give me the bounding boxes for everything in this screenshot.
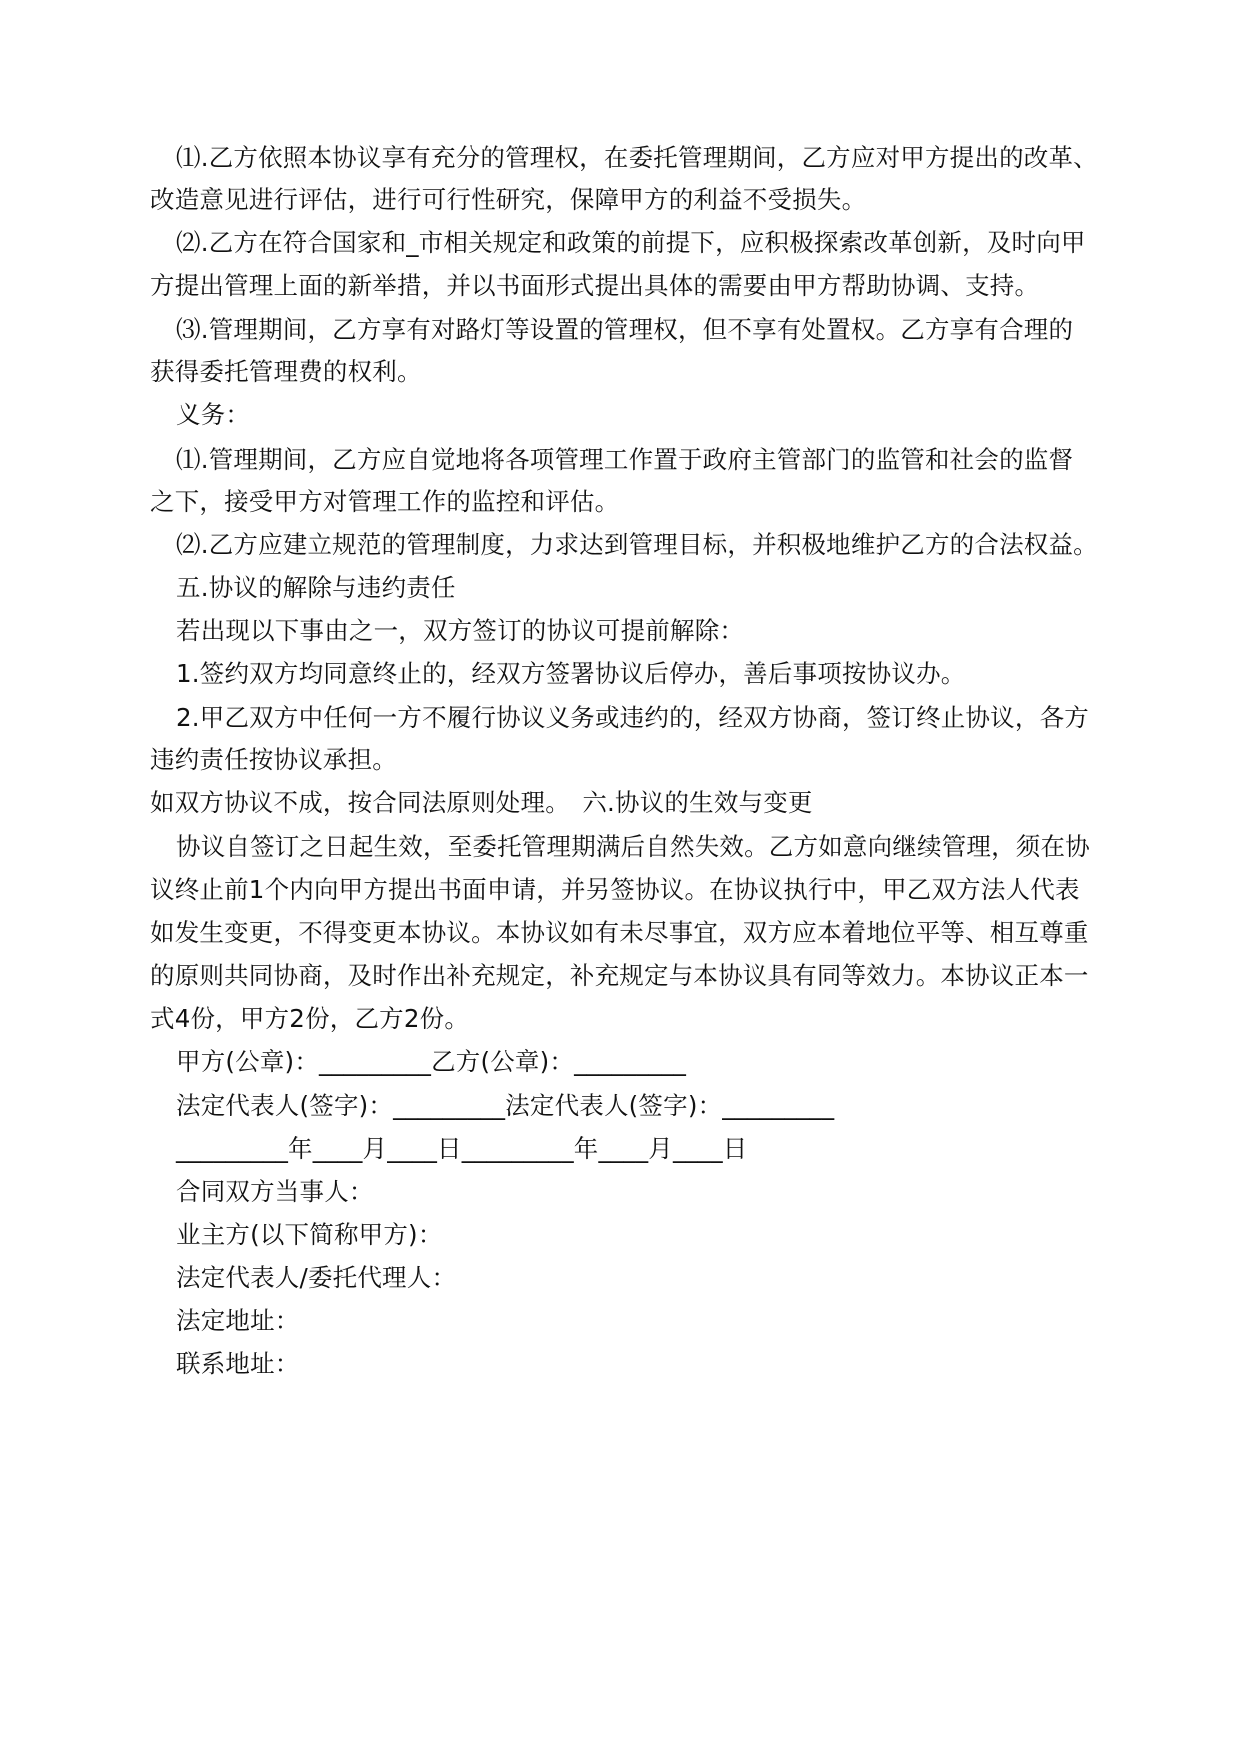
signature-seal-line: 甲方(公章)：_________乙方(公章)：_________ [176, 1047, 687, 1076]
clause-obligations-1-cont: 之下，接受甲方对管理工作的监控和评估。 [150, 487, 620, 516]
signature-date-line: _________年____月____日_________年____月____日 [176, 1134, 748, 1163]
section-obligations-heading: 义务： [176, 400, 251, 429]
effect-paragraph-line-3: 如发生变更，不得变更本协议。本协议如有未尽事宜，双方应本着地位平等、相互尊重 [150, 918, 1089, 947]
clause-rights-1: ⑴.乙方依照本协议享有充分的管理权，在委托管理期间，乙方应对甲方提出的改革、 [176, 143, 1098, 172]
contact-address-label: 联系地址： [176, 1349, 300, 1378]
section-five-heading: 五.协议的解除与违约责任 [176, 573, 456, 602]
termination-item-2-cont: 违约责任按协议承担。 [150, 745, 397, 774]
effect-paragraph-line-4: 的原则共同协商，及时作出补充规定，补充规定与本协议具有同等效力。本协议正本一 [150, 961, 1089, 990]
parties-heading: 合同双方当事人： [176, 1177, 374, 1206]
clause-rights-2-cont: 方提出管理上面的新举措，并以书面形式提出具体的需要由甲方帮助协调、支持。 [150, 271, 1040, 300]
effect-paragraph-line-1: 协议自签订之日起生效，至委托管理期满后自然失效。乙方如意向继续管理，须在协 [176, 832, 1090, 861]
clause-rights-3: ⑶.管理期间，乙方享有对路灯等设置的管理权，但不享有处置权。乙方享有合理的 [176, 315, 1074, 344]
clause-rights-1-cont: 改造意见进行评估，进行可行性研究，保障甲方的利益不受损失。 [150, 185, 867, 214]
party-a-label: 业主方(以下简称甲方)： [176, 1220, 443, 1249]
termination-intro: 若出现以下事由之一，双方签订的协议可提前解除： [176, 616, 745, 645]
legal-address-label: 法定地址： [176, 1306, 300, 1335]
termination-item-1: 1.签约双方均同意终止的，经双方签署协议后停办，善后事项按协议办。 [176, 659, 966, 688]
clause-obligations-1: ⑴.管理期间，乙方应自觉地将各项管理工作置于政府主管部门的监管和社会的监督 [176, 445, 1074, 474]
legal-representative-label: 法定代表人/委托代理人： [176, 1263, 457, 1292]
termination-item-2: 2.甲乙双方中任何一方不履行协议义务或违约的，经双方协商，签订终止协议，各方 [176, 703, 1089, 732]
clause-rights-2: ⑵.乙方在符合国家和_市相关规定和政策的前提下，应积极探索改革创新，及时向甲 [176, 228, 1086, 257]
effect-paragraph-line-5: 式4份，甲方2份，乙方2份。 [150, 1004, 470, 1033]
section-six-heading: 如双方协议不成，按合同法原则处理。 六.协议的生效与变更 [150, 788, 813, 817]
clause-rights-3-cont: 获得委托管理费的权利。 [150, 357, 422, 386]
signature-representative-line: 法定代表人(签字)：_________法定代表人(签字)：_________ [176, 1091, 835, 1120]
clause-obligations-2: ⑵.乙方应建立规范的管理制度，力求达到管理目标，并积极地维护乙方的合法权益。 [176, 530, 1098, 559]
effect-paragraph-line-2: 议终止前1个内向甲方提出书面申请，并另签协议。在协议执行中，甲乙双方法人代表 [150, 875, 1080, 904]
